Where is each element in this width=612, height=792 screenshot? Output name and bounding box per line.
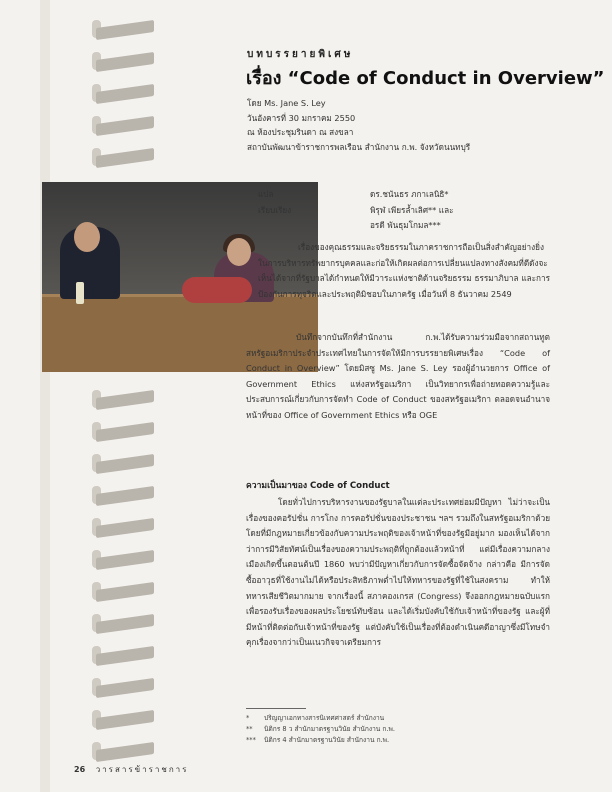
meta-speaker: โดย Ms. Jane S. Ley [247, 98, 326, 108]
credit-label [258, 218, 370, 234]
meta-room: ณ ห้องประชุมรินดา ณ สงขลา [247, 127, 354, 137]
page-binding-shadow [40, 0, 50, 792]
credit-value: พิรุฬ เพียรล้ำเลิศ** และ [370, 204, 454, 215]
footnote [246, 735, 395, 746]
spiral-binding-decoration [92, 18, 162, 778]
article-title: เรื่อง “Code of Conduct in Overview” [246, 68, 605, 89]
footnote-divider [246, 708, 306, 709]
event-meta [247, 96, 470, 154]
credit-editor-2 [258, 218, 454, 234]
credit-value: ดร.ชนันธร ภกาเลนิธิ* [370, 189, 449, 199]
credit-label: เรียบเรียง [258, 204, 292, 215]
footnote-mark: ** [246, 724, 253, 733]
section-eyebrow: บทบรรยายพิเศษ [247, 49, 354, 60]
magazine-name: วารสารข้าราชการ [95, 765, 189, 774]
meta-date: วันอังคารที่ 30 มกราคม 2550 [247, 112, 356, 123]
context-paragraph: บันทึกจากบันทึกที่สำนักงาน ก.พ.ได้รับความร่วมมือจากสถานทูตสหรัฐอเมริกาประจำประเทศไทยในการจัดให้มีการบรรยายพิเศษเรื่อง “Code of Conduct in Overview” โดยมิสซู Ms. Jane S. Ley รองผู้อำนวยการ Office of Government Ethics แห่งสหรัฐอเมริกา เป็นวิทยากรเพื่อถ่ายทอดความรู้และประสบการณ์เกี่ยวกับการจัดทำ Code of Conduct ของสหรัฐอเมริกา ตลอดจนอำนาจหน้าที่ของ Office of Government Ethics หรือ OGE [246, 332, 550, 420]
credit-value: อรดี พันธุมโกมล*** [370, 220, 441, 230]
footnote-text: ปริญญาเอกทางสารนิเทศศาสตร์ สำนักงาน [264, 714, 385, 722]
intro-paragraph: เรื่องของคุณธรรมและจริยธรรมในภาคราชการถือเป็นสิ่งสำคัญอย่างยิ่งในการบริหารทรัพยากรบุคคลและก่อให้เกิดผลต่อการเปลี่ยนแปลงทางสังคมที่ดีดังจะเห็นได้จากที่รัฐบาลได้กำหนดให้มีวาระแห่งชาติด้านจริยธรรม ธรรมาภิบาล และการป้องกันการทุจริตและประพฤติมิชอบในภาครัฐ เมื่อวันที่ 8 ธันวาคม 2549 [258, 242, 550, 299]
history-paragraph: โดยทั่วไปการบริหารงานของรัฐบาลในแต่ละประเทศย่อมมีปัญหา ไม่ว่าจะเป็นเรื่องของคอรัปชั่น การโกง การคอรัปชั่นของประชาชน ฯลฯ รวมถึงในสหรัฐอเมริกาด้วย โดยที่มีกฎหมายเกี่ยวข้องกับความประพฤติของเจ้าหน้าที่ของรัฐมีอยู่มาก มองเห็นได้จากว่าการมีวิสัยทัศน์เป็นเรื่องของความประพฤติที่ถูกต้องแล้วหน้าที่ แต่มีเรื่องความกลางเมืองเกิดขึ้นตอนต้นปี 1860 พบว่ามีปัญหาเกี่ยวกับการจัดซื้อจัดจ้าง กล่าวคือ มีการจัดซื้ออาวุธที่ใช้งานไม่ได้หรือประสิทธิภาพต่ำไปให้ทหารของรัฐที่ใช้ในสงคราม ทำให้ทหารเสียชีวิตมากมาย จากเรื่องนี้ สภาคองเกรส (Congress) จึงออกกฎหมายฉบับแรกเพื่อรองรับเรื่องของผลประโยชน์ทับซ้อน และได้เริ่มบังคับใช้กับเจ้าหน้าที่ของรัฐ และผู้ที่มีหน้าที่ติดต่อกับเจ้าหน้าที่ของรัฐ แต่บังคับใช้เป็นเรื่องที่ต้องดำเนินคดีอาญาซึ่งมีโทษจำคุกเรื่องจากว่าเป็นแนวกิจจาเตรียมการ [246, 497, 550, 648]
page-footer [74, 763, 188, 776]
footnote [246, 724, 395, 735]
footnote-text: นิติกร 4 สำนักมาตรฐานวินัย สำนักงาน ก.พ. [264, 735, 390, 744]
footnote [246, 713, 395, 724]
credit-editor [258, 203, 454, 219]
footnotes [246, 713, 395, 745]
credit-label: แปล [258, 189, 274, 199]
article-credits [258, 187, 454, 234]
meta-venue: สถาบันพัฒนาข้าราชการพลเรือน สำนักงาน ก.พ. จังหวัดนนทบุรี [247, 141, 471, 152]
footnote-text: นิติกร 8 ว สำนักมาตรฐานวินัย สำนักงาน ก.พ. [264, 724, 395, 733]
footnote-mark: *** [246, 735, 256, 744]
section-heading: ความเป็นมาของ Code of Conduct [246, 481, 390, 491]
footnote-mark: * [246, 714, 250, 722]
page-number: 26 [74, 765, 86, 774]
credit-translator [258, 187, 454, 203]
